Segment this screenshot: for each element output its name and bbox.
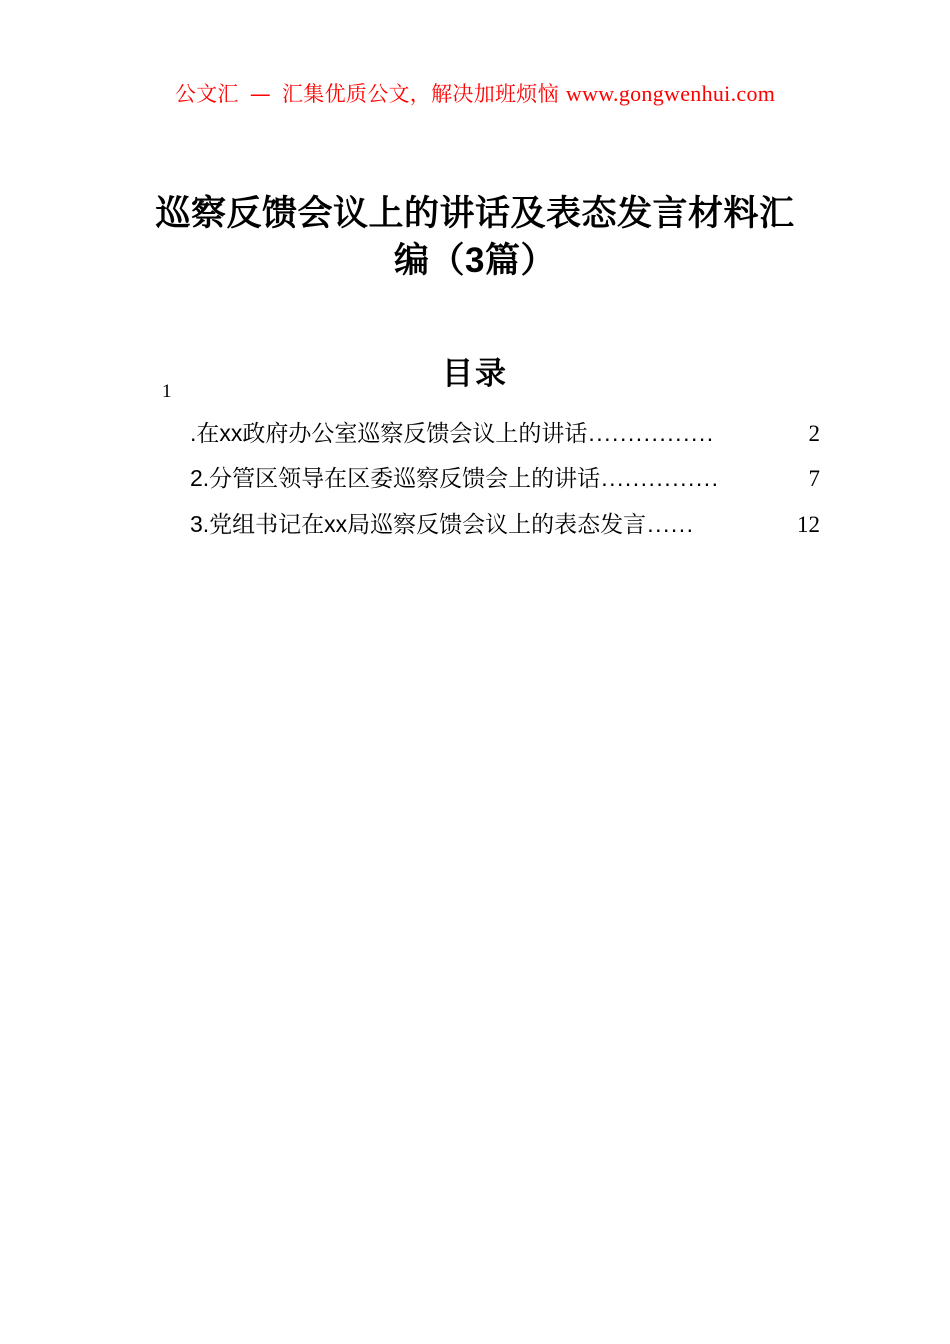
- toc-entry-label: 2.分管区领导在区委巡察反馈会上的讲话: [190, 465, 601, 492]
- promo-brand: 公文汇: [174, 82, 239, 106]
- table-of-contents: [160, 378, 820, 548]
- toc-leader-dots: ................: [588, 419, 715, 446]
- toc-entry-label: 3.党组书记在xx局巡察反馈会议上的表态发言: [190, 511, 647, 538]
- promo-watermark: [0, 78, 950, 108]
- toc-entry-1[interactable]: [160, 411, 820, 457]
- promo-site-url: www.gongwenhui.com: [565, 81, 776, 106]
- toc-entry-label: .在xx政府办公室巡察反馈会议上的讲话: [190, 419, 588, 446]
- page-title: 巡察反馈会议上的讲话及表态发言材料汇编（3篇）: [155, 194, 795, 280]
- promo-separator: —: [249, 82, 272, 106]
- toc-page-number: 2: [808, 420, 820, 446]
- toc-leader-dots: ...............: [601, 465, 720, 492]
- toc-page-number: 12: [797, 512, 820, 538]
- toc-page-number: 7: [808, 466, 820, 492]
- toc-entry-3[interactable]: [160, 502, 820, 548]
- toc-orphan-number: 1: [162, 381, 172, 402]
- toc-entry-2[interactable]: [160, 456, 820, 502]
- toc-leader-dots: ......: [647, 511, 695, 538]
- promo-tagline: 汇集优质公文，解决加班烦恼: [282, 82, 559, 106]
- toc-heading: 目录: [442, 355, 508, 391]
